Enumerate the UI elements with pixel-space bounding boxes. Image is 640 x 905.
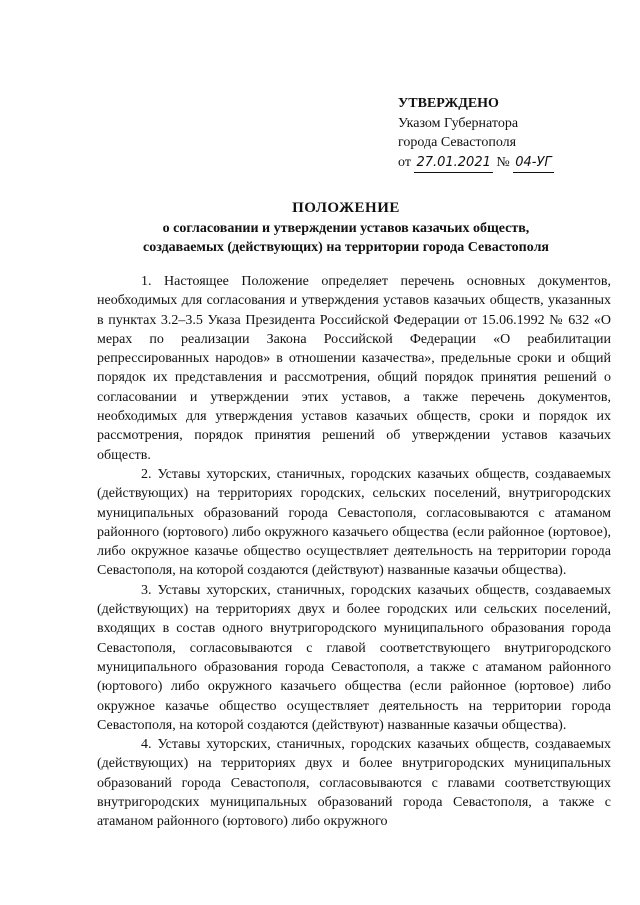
document-body	[97, 272, 611, 832]
document-title-block	[96, 199, 596, 258]
paragraph-1: 1. Настоящее Положение определяет перечень основных документов, необходимых для согласования и утверждения уставов казачьих обществ, указанных в пунктах 3.2–3.5 Указа Президента Российской Федерации от 15.06.1992 № 632 «О мерах по реализации Закона Российской Федерации «О реабилитации репрессированных народов» в отношении казачества», предельные сроки и общий порядок их представления и рассмотрения, общий порядок принятия решений о согласовании и утверждении этих уставов, а также перечень документов, необходимых для утверждения уставов казачьих обществ, сроки и порядок их рассмотрения, порядок принятия решений об утверждении уставов казачьих обществ.	[97, 274, 611, 463]
approval-heading: УТВЕРЖДЕНО	[398, 96, 499, 111]
paragraph-4: 4. Уставы хуторских, станичных, городских казачьих обществ, создаваемых (действующих) на территориях двух и более внутригородских муниципальных образований города Севастополя, согласовываются с главами соответствующих внутригородских муниципальных образований города Севастополя, а также с атаманом районного (юртового) либо окружного	[97, 737, 611, 830]
paragraph-2: 2. Уставы хуторских, станичных, городских казачьих обществ, создаваемых (действующих) на территориях городских, сельских поселений, внутригородских муниципальных образований города Севастополя, согласовываются с атаманом районного (юртового) либо окружного казачьего общества (если районное (юртовое), либо окружное казачье общество осуществляет деятельность на территории города Севастополя, на которой создаются (действуют) названные казачьи общества).	[97, 466, 611, 579]
document-title: ПОЛОЖЕНИЕ	[292, 200, 400, 216]
document-subtitle-line-1: о согласовании и утверждении уставов казачьих обществ,	[162, 220, 530, 236]
approval-stamp	[398, 94, 554, 173]
approval-city: города Севастополя	[398, 135, 517, 150]
approval-date: 27.01.2021	[414, 153, 492, 174]
paragraph-3: 3. Уставы хуторских, станичных, городских казачьих обществ, создаваемых (действующих) на территориях двух и более городских или сельских поселений, входящих в состав одного внутригородского муниципального образования города Севастополя, согласовываются с главой соответствующего внутригородского муниципального образования города Севастополя, а также с атаманом районного (юртового) либо окружного казачьего общества (если районное (юртовое) либо окружное казачье общество осуществляет деятельность на территории города Севастополя, на которой создаются (действуют) названные казачьи общества).	[97, 582, 611, 733]
approval-authority: Указом Губернатора	[398, 115, 519, 131]
approval-date-line	[398, 153, 554, 174]
document-subtitle-line-2: создаваемых (действующих) на территории города Севастополя	[142, 240, 549, 255]
approval-number: 04-УГ	[513, 153, 553, 174]
date-prefix: от	[398, 154, 411, 170]
number-prefix: №	[496, 154, 510, 170]
